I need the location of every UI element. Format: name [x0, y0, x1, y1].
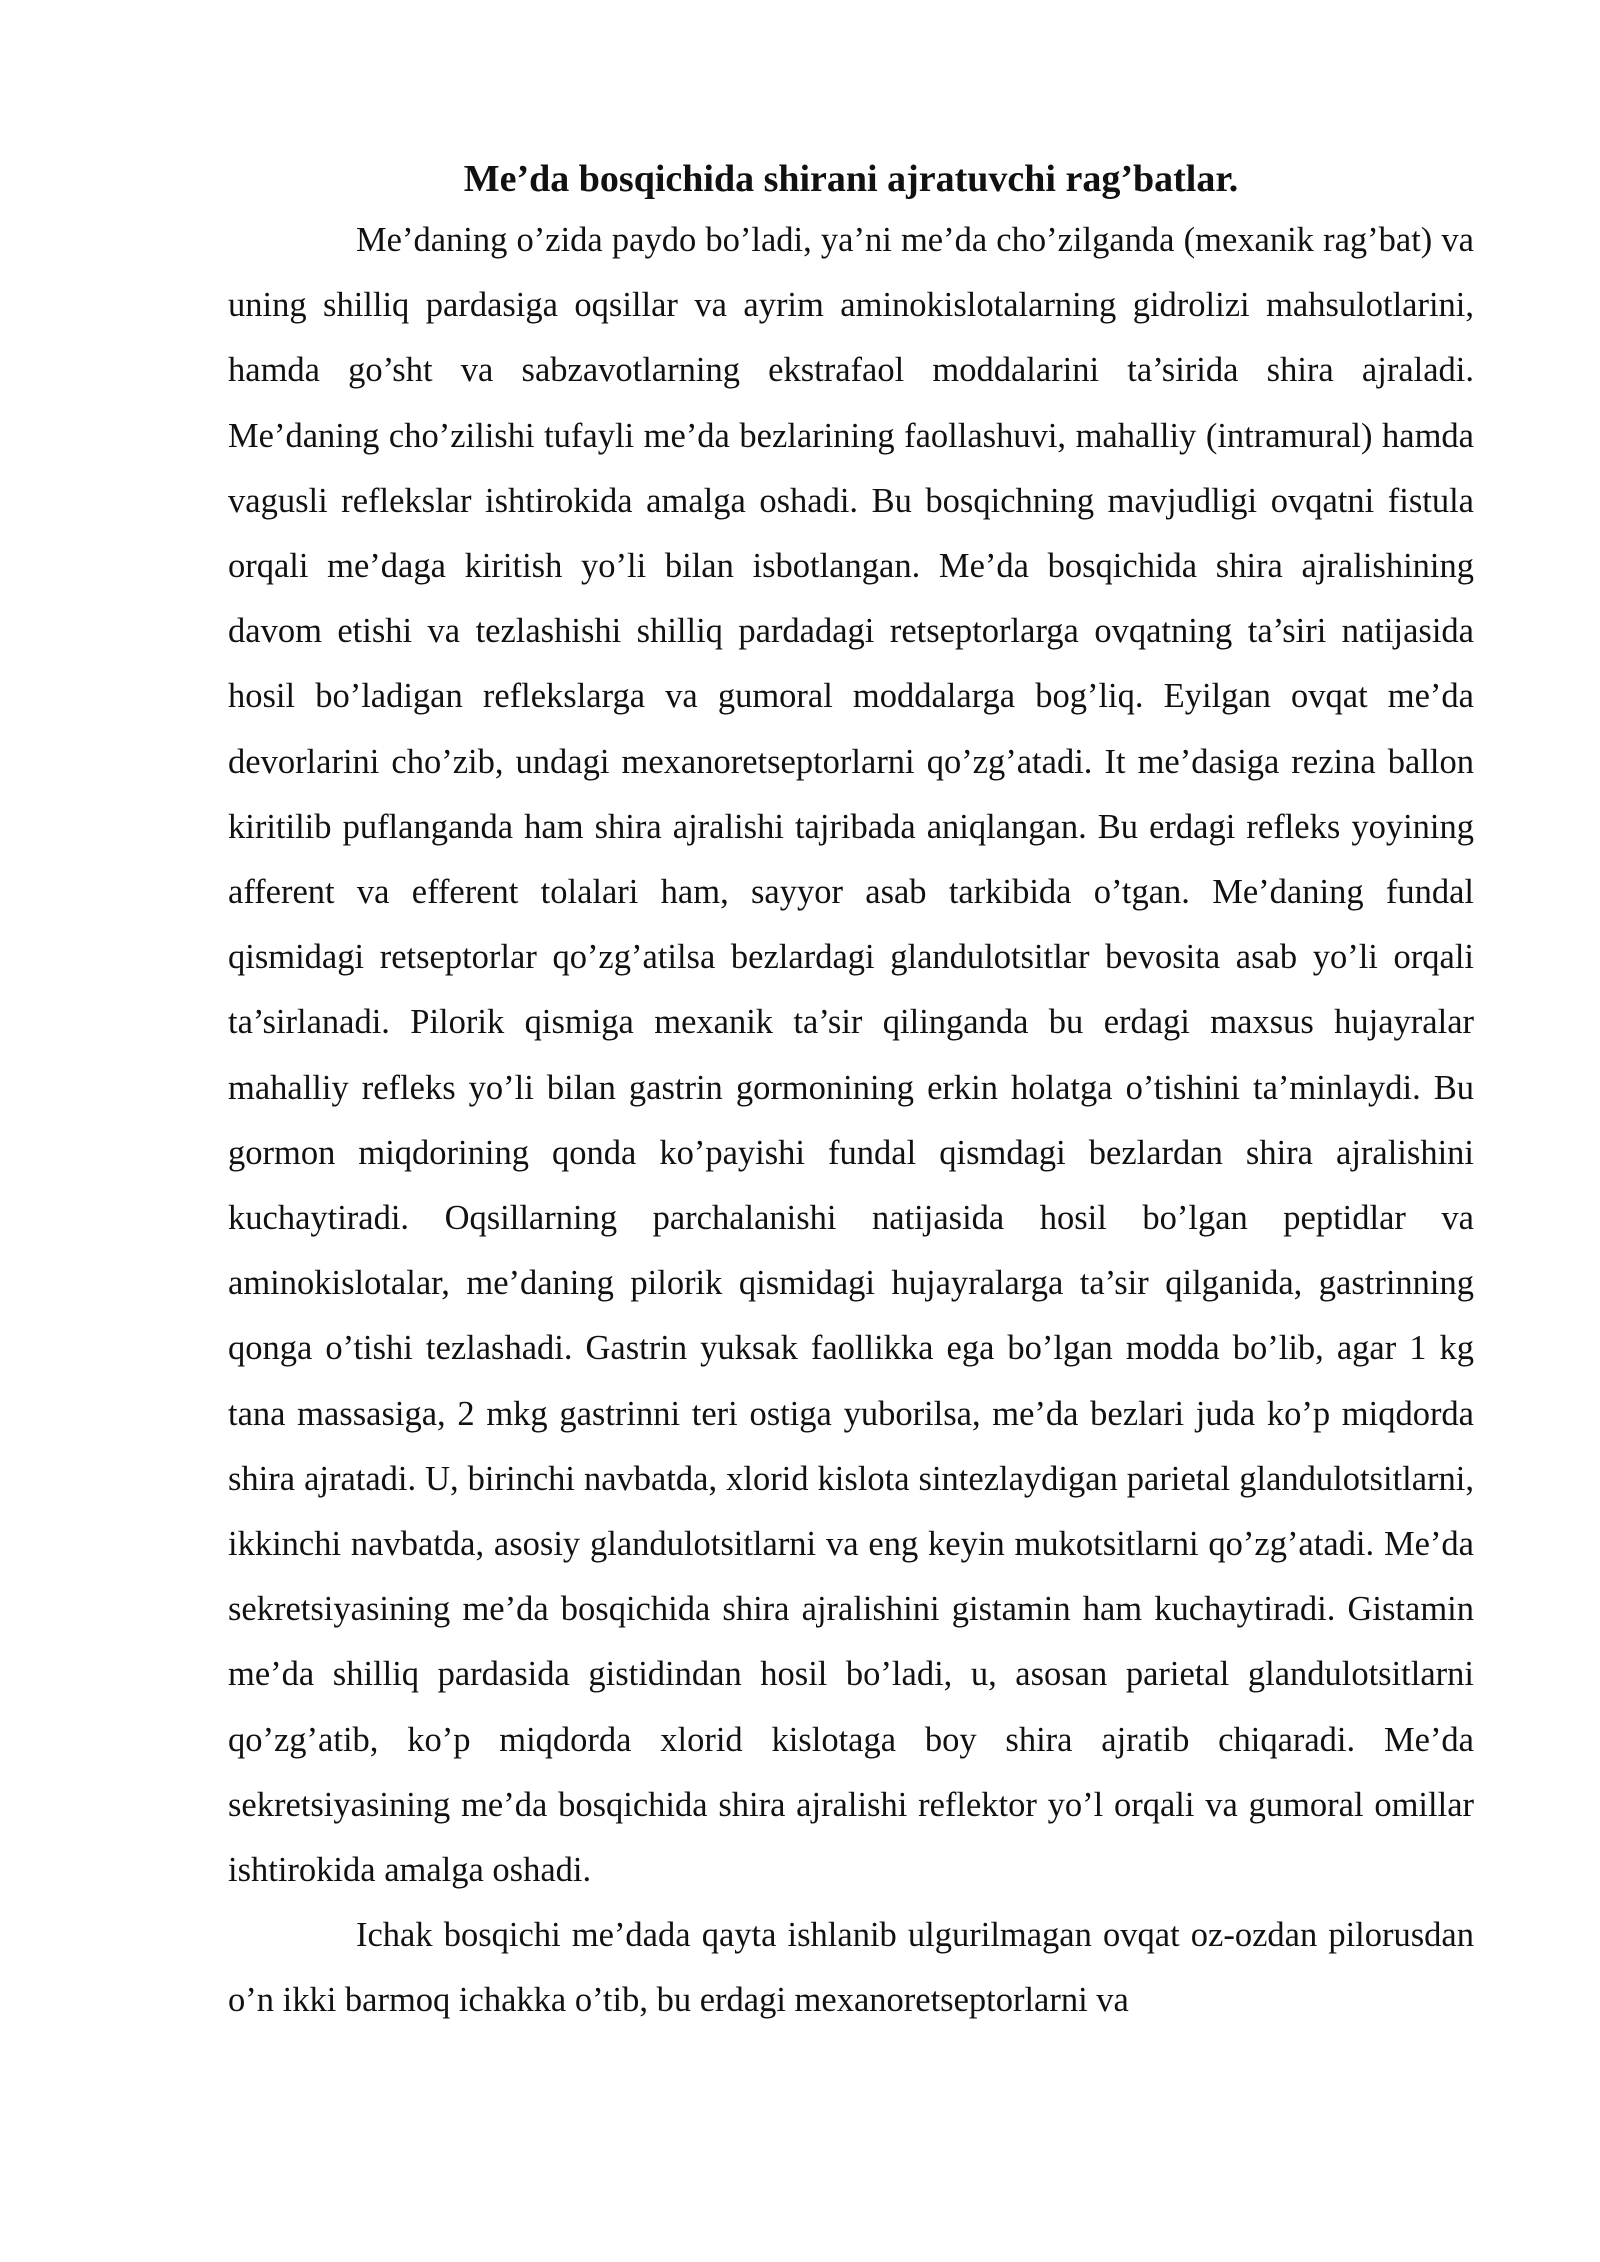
document-title: Me’da bosqichida shirani ajratuvchi rag’batlar.: [463, 158, 1239, 200]
paragraph-intestinal-phase: Ichak bosqichi me’dada qayta ishlanib ulgurilmagan ovqat oz-ozdan pilorusdan o’n ikki barmoq ichakka o’tib, bu erdagi mexanoretseptorlarni va: [228, 1916, 1474, 2020]
paragraph-gastric-phase: Me’daning o’zida paydo bo’ladi, ya’ni me’da cho’zilganda (mexanik rag’bat) va uning shilliq pardasiga oqsillar va ayrim aminokislotalarning gidrolizi mahsulotlarini, hamda go’sht va sabzavotlarning ekstrafaol moddalarini ta’sirida shira ajraladi. Me’daning cho’zilishi tufayli me’da bezlarining faollashuvi, mahalliy (intramural) hamda vagusli reflekslar ishtirokida amalga oshadi. Bu bosqichning mavjudligi ovqatni fistula orqali me’daga kiritish yo’li bilan isbotlangan. Me’da bosqichida shira ajralishining davom etishi va tezlashishi shilliq pardadagi retseptorlarga ovqatning ta’siri natijasida hosil bo’ladigan reflekslarga va gumoral moddalarga bog’liq. Eyilgan ovqat me’da devorlarini cho’zib, undagi mexanoretseptorlarni qo’zg’atadi. It me’dasiga rezina ballon kiritilib puflanganda ham shira ajralishi tajribada aniqlangan. Bu erdagi refleks yoyining afferent va efferent tolalari ham, sayyor asab tarkibida o’tgan. Me’daning fundal qismidagi retseptorlar qo’zg’atilsa bezlardagi glandulotsitlar bevosita asab yo’li orqali ta’sirlanadi. Pilorik qismiga mexanik ta’sir qilinganda bu erdagi maxsus hujayralar mahalliy refleks yo’li bilan gastrin gormonining erkin holatga o’tishini ta’minlaydi. Bu gormon miqdorining qonda ko’payishi fundal qismdagi bezlardan shira ajralishini kuchaytiradi. Oqsillarning parchalanishi natijasida hosil bo’lgan peptidlar va aminokislotalar, me’daning pilorik qismidagi hujayralarga ta’sir qilganida, gastrinning qonga o’tishi tezlashadi. Gastrin yuksak faollikka ega bo’lgan modda bo’lib, agar 1 kg tana massasiga, 2 mkg gastrinni teri ostiga yuborilsa, me’da bezlari juda ko’p miqdorda shira ajratadi. U, birinchi navbatda, xlorid kislota sintezlaydigan parietal glandulotsitlarni, ikkinchi navbatda, asosiy glandulotsitlarni va eng keyin mukotsitlarni qo’zg’atadi. Me’da sekretsiyasining me’da bosqichida shira ajralishini gistamin ham kuchaytiradi. Gistamin me’da shilliq pardasida gistidindan hosil bo’ladi, u, asosan parietal glandulotsitlarni qo’zg’atib, ko’p miqdorda xlorid kislotaga boy shira ajratib chiqaradi. Me’da sekretsiyasining me’da bosqichida shira ajralishi reflektor yo’l orqali va gumoral omillar ishtirokida amalga oshadi.: [228, 221, 1474, 1890]
document-page: [228, 150, 1474, 2034]
